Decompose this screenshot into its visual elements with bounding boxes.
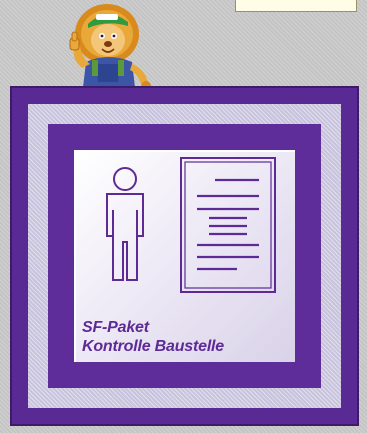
product-title xyxy=(82,318,224,356)
product-title-line2: Kontrolle Baustelle xyxy=(82,338,225,355)
lion-mascot-icon xyxy=(52,2,160,96)
product-title-line1: SF-Paket xyxy=(82,319,149,336)
product-card[interactable] xyxy=(74,150,295,362)
product-frame xyxy=(10,86,359,426)
tooltip-box xyxy=(235,0,357,12)
